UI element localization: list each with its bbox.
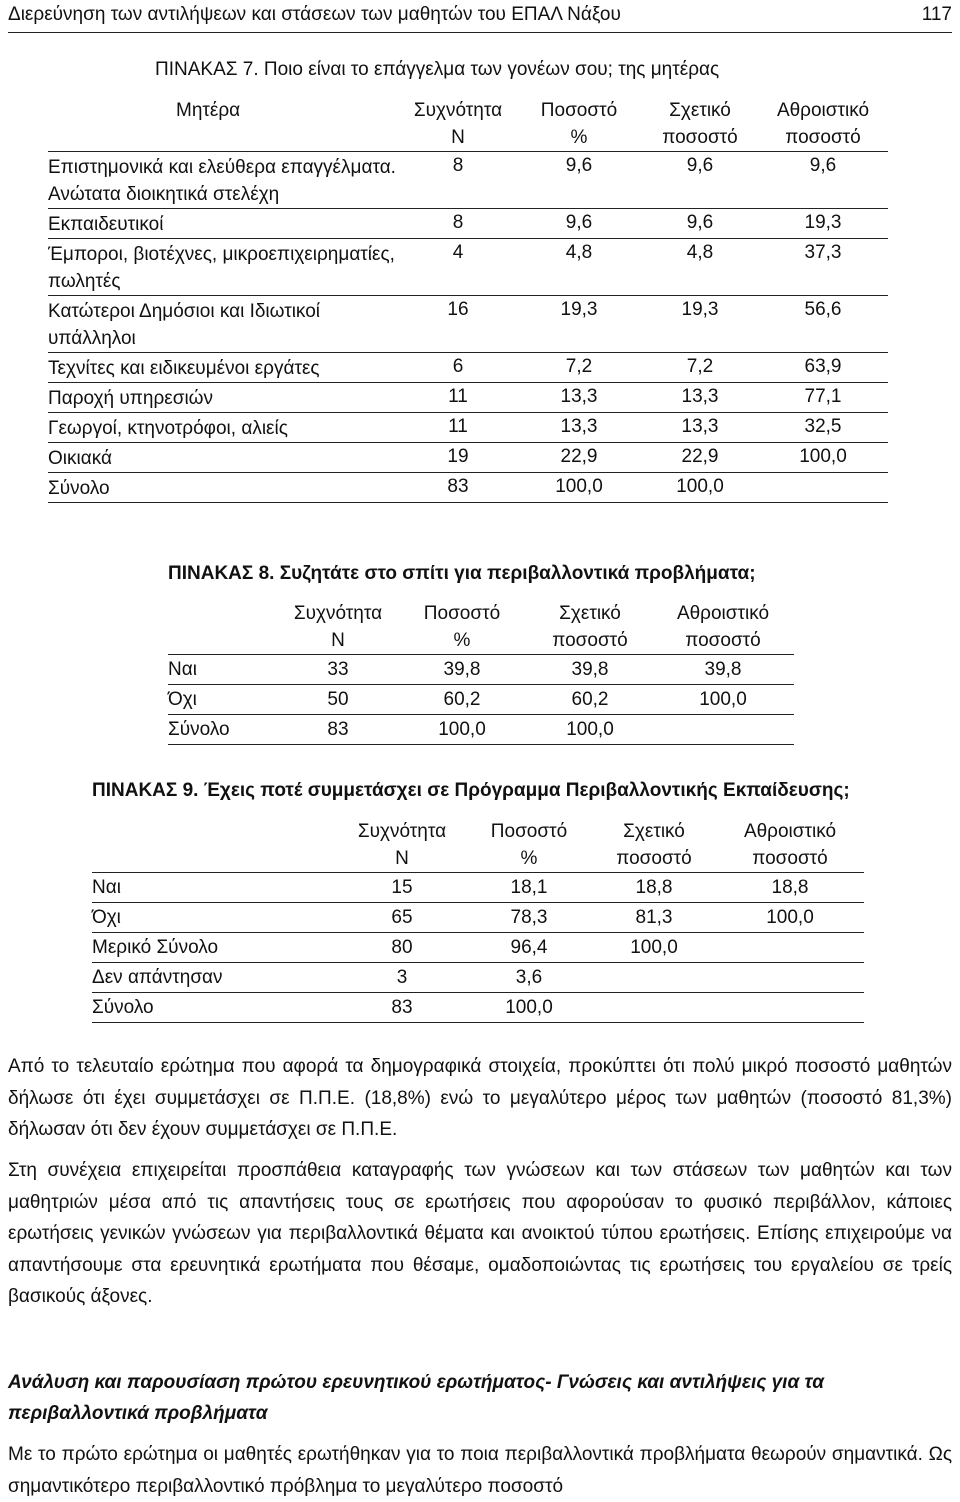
cell-n: 6 [400, 353, 516, 383]
cell-n: 19 [400, 443, 516, 473]
column-header-relative [642, 97, 758, 152]
cell-pct: 9,6 [516, 152, 642, 209]
cell-label: Μερικό Σύνολο [92, 933, 338, 963]
cell-cum: 100,0 [758, 443, 888, 473]
column-header-percent [396, 600, 528, 655]
cell-pct: 4,8 [516, 239, 642, 296]
cell-n: 83 [338, 993, 466, 1023]
cell-rel: 60,2 [528, 685, 652, 715]
cell-rel [592, 963, 716, 993]
col-l1: Συχνότητα [413, 100, 503, 121]
cell-pct: 13,3 [516, 383, 642, 413]
cell-pct: 3,6 [466, 963, 592, 993]
cell-n: 65 [338, 903, 466, 933]
cell-n: 4 [400, 239, 516, 296]
cell-rel: 7,2 [642, 353, 758, 383]
col-l1: Συχνότητα [293, 603, 383, 624]
cell-label: Σύνολο [92, 993, 338, 1023]
cell-pct: 60,2 [396, 685, 528, 715]
col-l2: Ν [395, 848, 409, 869]
paragraph-3: Με το πρώτο ερώτημα οι μαθητές ερωτήθηκαν για το ποια περιβαλλοντικά προβλήματα θεωρούν σημαντικά. Ως σημαντικότερο περιβαλλοντικό πρόβλημα το μεγαλύτερο ποσοστό [8, 1444, 952, 1497]
table9-caption-text: Έχεις ποτέ συμμετάσχει σε Πρόγραμμα Περιβαλλοντικής Εκπαίδευσης; [198, 780, 850, 801]
cell-label: Όχι [168, 685, 280, 715]
cell-rel: 9,6 [642, 152, 758, 209]
cell-rel: 19,3 [642, 296, 758, 353]
cell-n: 8 [400, 209, 516, 239]
cell-cum: 19,3 [758, 209, 888, 239]
table-row [168, 715, 794, 745]
cell-cum: 37,3 [758, 239, 888, 296]
col-l2: ποσοστό [662, 127, 738, 148]
cell-label: Όχι [92, 903, 338, 933]
column-header-cumulative [652, 600, 794, 655]
column-header-percent [466, 818, 592, 873]
header-title: Διερεύνηση των αντιλήψεων και στάσεων των μαθητών του ΕΠΑΛ Νάξου [8, 4, 621, 25]
col-l1: Σχετικό [559, 603, 621, 624]
cell-n: 3 [338, 963, 466, 993]
cell-n: 33 [280, 655, 396, 685]
table8 [168, 600, 794, 745]
cell-cum [652, 715, 794, 745]
table-row [48, 443, 888, 473]
cell-cum [716, 993, 864, 1023]
cell-pct: 100,0 [466, 993, 592, 1023]
cell-rel: 13,3 [642, 383, 758, 413]
column-header-cumulative [716, 818, 864, 873]
col-l1: Σχετικό [623, 821, 685, 842]
cell-cum: 100,0 [716, 903, 864, 933]
cell-pct: 19,3 [516, 296, 642, 353]
page-header [8, 0, 952, 33]
col-l2: ποσοστό [552, 630, 628, 651]
table-row [48, 353, 888, 383]
table-row [48, 239, 888, 296]
column-header-relative [592, 818, 716, 873]
table-row [48, 296, 888, 353]
cell-rel: 100,0 [528, 715, 652, 745]
cell-rel: 18,8 [592, 873, 716, 903]
table-row [168, 655, 794, 685]
table-row [168, 685, 794, 715]
table-row [48, 473, 888, 503]
col-l1: Ποσοστό [490, 821, 568, 842]
col-l2: % [520, 848, 538, 869]
table8-caption-text: Συζητάτε στο σπίτι για περιβαλλοντικά προβλήματα; [274, 563, 756, 584]
column-header-relative [528, 600, 652, 655]
table8-caption-number: ΠΙΝΑΚΑΣ 8. [168, 563, 275, 584]
column-header-percent [516, 97, 642, 152]
table9-caption [92, 780, 850, 802]
cell-pct: 9,6 [516, 209, 642, 239]
table-row [48, 413, 888, 443]
table-header-row [168, 600, 794, 655]
page-number: 117 [921, 4, 952, 25]
cell-rel: 39,8 [528, 655, 652, 685]
cell-pct: 13,3 [516, 413, 642, 443]
col-l1: Σχετικό [669, 100, 731, 121]
cell-rel: 22,9 [642, 443, 758, 473]
cell-n: 8 [400, 152, 516, 209]
table-row [48, 152, 888, 209]
column-header-blank [168, 600, 280, 655]
cell-label: Σύνολο [48, 473, 400, 503]
cell-n: 50 [280, 685, 396, 715]
table-row [48, 383, 888, 413]
cell-pct: 100,0 [516, 473, 642, 503]
column-header-cumulative [758, 97, 888, 152]
cell-pct: 96,4 [466, 933, 592, 963]
col-l2: ποσοστό [785, 127, 861, 148]
col-l2: % [453, 630, 471, 651]
table-row [48, 209, 888, 239]
cell-label: Επιστημονικά και ελεύθερα επαγγέλματα. Ανώτατα διοικητικά στελέχη [48, 152, 400, 209]
column-header-frequency [400, 97, 516, 152]
cell-label: Γεωργοί, κτηνοτρόφοι, αλιείς [48, 413, 400, 443]
table-header-row [92, 818, 864, 873]
table7-caption: ΠΙΝΑΚΑΣ 7. Ποιο είναι το επάγγελμα των γονέων σου; της μητέρας [155, 59, 720, 80]
cell-rel: 100,0 [592, 933, 716, 963]
cell-cum [716, 933, 864, 963]
column-header-frequency [280, 600, 396, 655]
cell-label: Εκπαιδευτικοί [48, 209, 400, 239]
cell-cum: 100,0 [652, 685, 794, 715]
col-l2: ποσοστό [616, 848, 692, 869]
table9 [92, 818, 864, 1023]
paragraph-2: Στη συνέχεια επιχειρείται προσπάθεια καταγραφής των γνώσεων και των στάσεων των μαθητών και των μαθητριών μέσα από τις απαντήσεις τους σε ερωτήσεις που αφορούσαν το φυσικό περιβάλλον, κάποιες ερωτήσεις γενικών γνώσεων για περιβαλλοντικά θέματα και ανοικτού τύπου ερωτήσεις. Επίσης επιχειρούμε να απαντήσουμε στα ερευνητικά ερωτήματα που θέσαμε, ομαδοποιώντας τις ερωτήσεις του εργαλείου σε τρείς βασικούς άξονες. [8, 1160, 952, 1308]
cell-cum [758, 473, 888, 503]
cell-rel: 81,3 [592, 903, 716, 933]
col-l2: ποσοστό [752, 848, 828, 869]
table9-caption-number: ΠΙΝΑΚΑΣ 9. [92, 780, 199, 801]
cell-cum: 9,6 [758, 152, 888, 209]
cell-n: 16 [400, 296, 516, 353]
col-l1: Ποσοστό [540, 100, 618, 121]
cell-label: Παροχή υπηρεσιών [48, 383, 400, 413]
table-row [92, 873, 864, 903]
cell-n: 11 [400, 413, 516, 443]
cell-label: Έμποροι, βιοτέχνες, μικροεπιχειρηματίες, πωλητές [48, 239, 400, 296]
cell-rel: 100,0 [642, 473, 758, 503]
cell-pct: 100,0 [396, 715, 528, 745]
cell-n: 11 [400, 383, 516, 413]
cell-cum: 32,5 [758, 413, 888, 443]
cell-cum: 77,1 [758, 383, 888, 413]
cell-cum [716, 963, 864, 993]
column-header-blank [92, 818, 338, 873]
cell-cum: 18,8 [716, 873, 864, 903]
cell-pct: 18,1 [466, 873, 592, 903]
table8-caption [168, 563, 756, 585]
col-l2: Ν [331, 630, 345, 651]
table-row [92, 903, 864, 933]
cell-rel: 4,8 [642, 239, 758, 296]
cell-label: Ναι [168, 655, 280, 685]
table-row [92, 993, 864, 1023]
cell-label: Ναι [92, 873, 338, 903]
cell-rel: 9,6 [642, 209, 758, 239]
cell-label: Οικιακά [48, 443, 400, 473]
table7 [48, 97, 888, 503]
paragraph-1: Από το τελευταίο ερώτημα που αφορά τα δημογραφικά στοιχεία, προκύπτει ότι πολύ μικρό ποσοστό μαθητών δήλωσε ότι έχει συμμετάσχει σε Π.Π.Ε. (18,8%) ενώ το μεγαλύτερο μέρος των μαθητών (ποσοστό 81,3%) δήλωσαν ότι δεν έχουν συμμετάσχει σε Π.Π.Ε. [8, 1056, 952, 1141]
col-l2: ποσοστό [685, 630, 761, 651]
cell-rel: 13,3 [642, 413, 758, 443]
col-l2: Ν [451, 127, 465, 148]
cell-cum: 63,9 [758, 353, 888, 383]
cell-pct: 39,8 [396, 655, 528, 685]
cell-n: 15 [338, 873, 466, 903]
cell-pct: 7,2 [516, 353, 642, 383]
cell-cum: 39,8 [652, 655, 794, 685]
col-l1: Συχνότητα [357, 821, 447, 842]
column-header-frequency [338, 818, 466, 873]
cell-n: 83 [400, 473, 516, 503]
cell-n: 83 [280, 715, 396, 745]
table-header-row [48, 97, 888, 152]
col-l1: Αθροιστικό [676, 603, 770, 624]
cell-label: Κατώτεροι Δημόσιοι και Ιδιωτικοί υπάλληλοι [48, 296, 400, 353]
col-l2: % [570, 127, 588, 148]
cell-pct: 22,9 [516, 443, 642, 473]
col-l1: Αθροιστικό [776, 100, 870, 121]
cell-label: Δεν απάντησαν [92, 963, 338, 993]
column-header: Μητέρα [48, 97, 400, 152]
col-l1: Αθροιστικό [743, 821, 837, 842]
cell-label: Σύνολο [168, 715, 280, 745]
table-row [92, 963, 864, 993]
cell-rel [592, 993, 716, 1023]
cell-cum: 56,6 [758, 296, 888, 353]
cell-n: 80 [338, 933, 466, 963]
col-l1: Ποσοστό [423, 603, 501, 624]
section-heading: Ανάλυση και παρουσίαση πρώτου ερευνητικού ερωτήματος- Γνώσεις και αντιλήψεις για τα περιβαλλοντικά προβλήματα [8, 1372, 825, 1424]
table-row [92, 933, 864, 963]
cell-pct: 78,3 [466, 903, 592, 933]
cell-label: Τεχνίτες και ειδικευμένοι εργάτες [48, 353, 400, 383]
